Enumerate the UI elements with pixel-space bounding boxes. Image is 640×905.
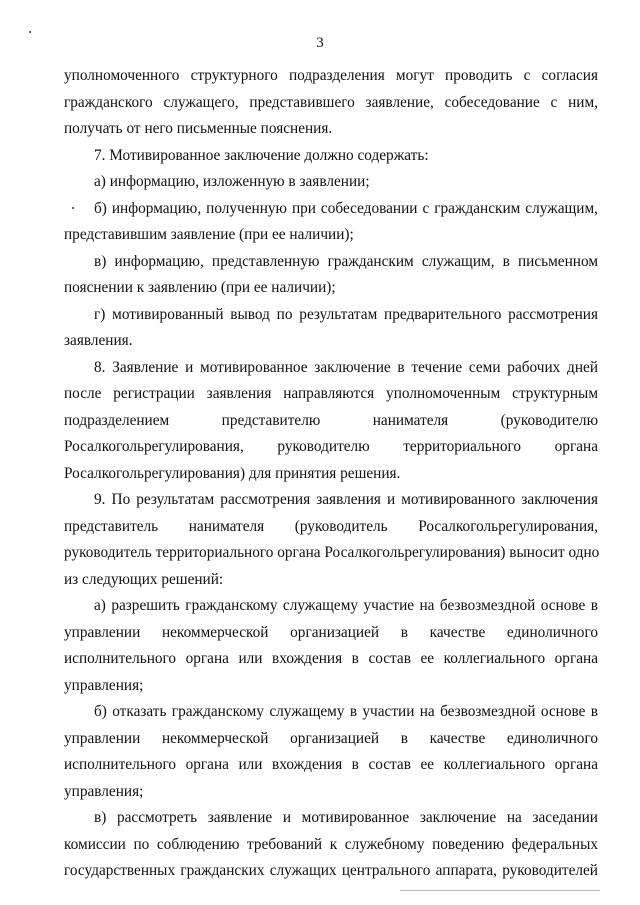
text-line: а) информацию, изложенную в заявлении; [94,173,370,190]
text-line: управления; [64,782,144,800]
scan-speck [29,31,31,33]
text-line: 7. Мотивированное заключение должно содержать: [94,146,429,164]
text-line: получать от него письменные пояснения. [64,120,333,137]
page-edge-line [400,890,600,891]
text-line: руководитель территориального органа Росалкогольрегулирования) выносит одно [64,544,600,561]
text-line: 9. По результатам рассмотрения заявления и мотивированного заключения [94,491,598,508]
text-line: после регистрации заявления направляются уполномоченным структурным [64,385,598,402]
text-line: представившим заявление (при ее наличии); [64,226,354,243]
text-line: управлении некоммерческой организацией в качестве единоличного [64,623,598,641]
text-line: а) разрешить гражданскому служащему участие на безвозмездной основе в [94,597,598,614]
page-number: 3 [316,35,324,51]
text-line: государственных гражданских служащих центрального аппарата, руководителей [64,862,598,879]
text-line: г) мотивированный вывод по результатам предварительного рассмотрения [94,305,598,323]
text-line: Росалкогольрегулирования) для принятия решения. [64,464,401,482]
text-line: в) информацию, представленную гражданским служащим, в письменном [94,252,598,270]
text-line: пояснении к заявлению (при ее наличии); [64,279,336,296]
text-line: уполномоченного структурного подразделения могут проводить с согласия [64,67,598,84]
text-line: гражданского служащего, представившего заявление, собеседование с ним, [64,93,598,111]
text-line: 8. Заявление и мотивированное заключение в течение семи рабочих дней [94,358,598,376]
text-line: б) отказать гражданскому служащему в участии на безвозмездной основе в [94,703,598,720]
text-line: заявления. [64,332,133,349]
text-line: комиссии по соблюдению требований к служебному поведению федеральных [64,835,598,853]
text-line: в) рассмотреть заявление и мотивированное заключение на заседании [94,809,598,826]
text-line: исполнительного органа или вхождения в состав ее коллегиального органа [64,756,598,773]
text-line: управления; [64,676,144,694]
text-line: из следующих решений: [64,570,224,588]
text-line: управлении некоммерческой организацией в качестве единоличного [64,729,598,747]
text-line: подразделением представителю нанимателя (руководителю [64,411,598,429]
text-line: представитель нанимателя (руководитель Росалкогольрегулирования, [64,517,598,535]
text-line: б) информацию, полученную при собеседовании с гражданским служащим, [94,199,598,217]
document-body [64,63,598,885]
text-line: исполнительного органа или вхождения в состав ее коллегиального органа [64,650,598,667]
text-line: Росалкогольрегулирования, руководителю территориального органа [64,438,598,455]
